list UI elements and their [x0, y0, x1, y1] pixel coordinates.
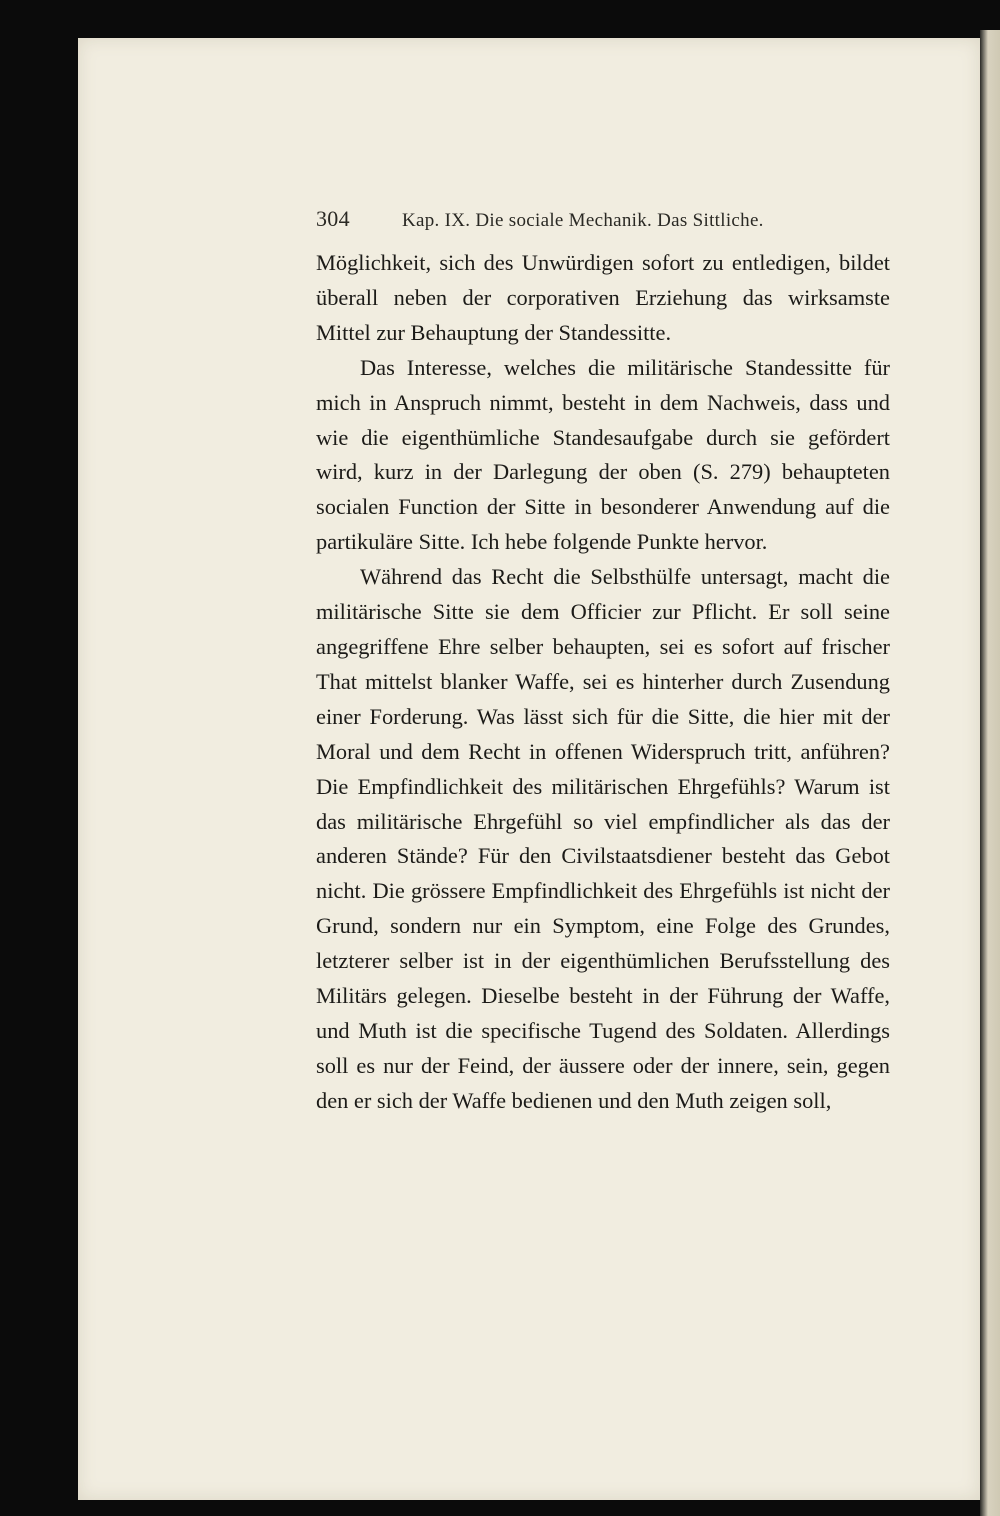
page-edge: [980, 30, 1000, 1516]
page-number: 304: [316, 206, 350, 231]
paragraph-interesse: Das Interesse, welches die militärische Standessitte für mich in Anspruch nimmt, besteht in dem Nachweis, dass und wie die eigenthümliche Standesaufgabe durch sie gefördert wird, kurz in der Darlegung der oben (S. 279) behaupteten socialen Function der Sitte in besonderer Anwendung auf die partikuläre Sitte. Ich hebe folgende Punkte hervor.: [316, 354, 890, 555]
paragraph-continuation: Möglichkeit, sich des Unwürdigen sofort zu entledigen, bildet überall neben der corporativen Erziehung das wirksamste Mittel zur Behauptung der Standessitte.: [316, 250, 890, 345]
text-block: [316, 206, 890, 1119]
paragraph-selbsthuelfe: Während das Recht die Selbsthülfe untersagt, macht die militärische Sitte sie dem Officier zur Pflicht. Er soll seine angegriffene Ehre selber behaupten, sei es sofort auf frischer That mittelst blanker Waffe, sei es hinterher durch Zusendung einer Forderung. Was lässt sich für die Sitte, die hier mit der Moral und dem Recht in offenen Widerspruch tritt, anführen? Die Empfindlichkeit des militärischen Ehrgefühls? Warum ist das militärische Ehrgefühl so viel empfindlicher als das der anderen Stände? Für den Civilstaatsdiener besteht das Gebot nicht. Die grössere Empfindlichkeit des Ehrgefühls ist nicht der Grund, sondern nur ein Symptom, eine Folge des Grundes, letzterer selber ist in der eigenthümlichen Berufsstellung des Militärs gelegen. Dieselbe besteht in der Führung der Waffe, und Muth ist die specifische Tugend des Soldaten. Allerdings soll es nur der Feind, der äussere oder der innere, sein, gegen den er sich der Waffe bedienen und den Muth zeigen soll,: [316, 564, 890, 1113]
running-title: Kap. IX. Die sociale Mechanik. Das Sittliche.: [402, 210, 764, 231]
running-head: [316, 206, 890, 246]
body-text: [316, 246, 890, 1119]
